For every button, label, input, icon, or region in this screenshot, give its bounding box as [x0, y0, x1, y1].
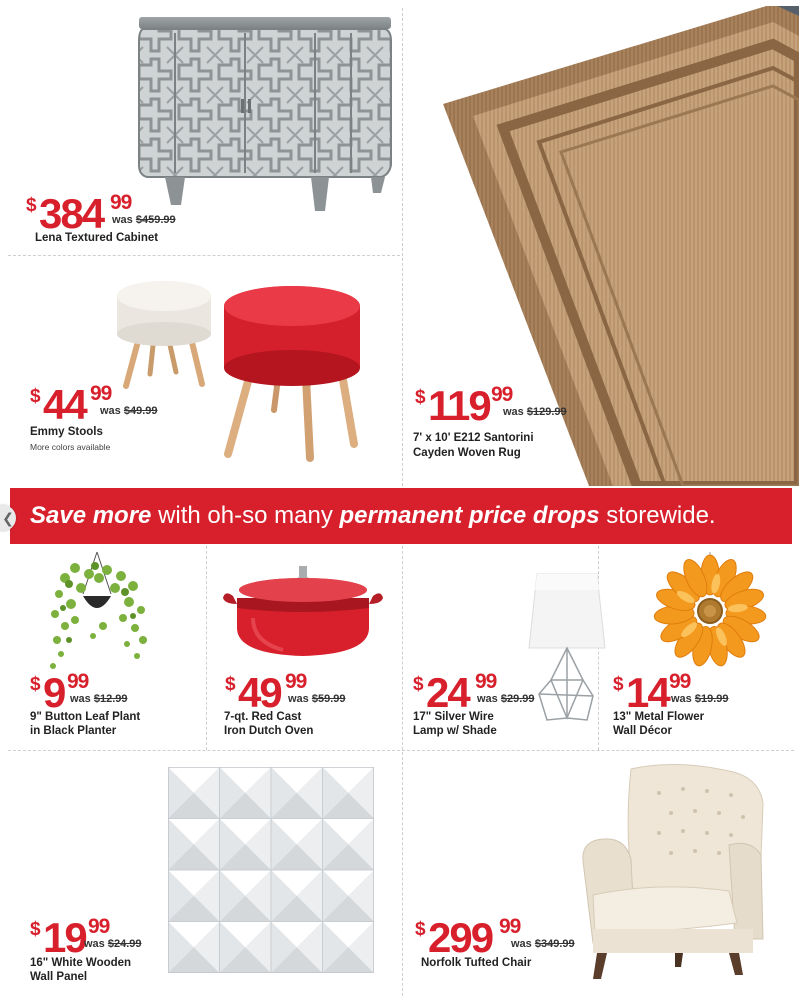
was-price: was $24.99 — [84, 938, 142, 950]
product-metal-flower[interactable]: $ 14 99 was $19.99 13" Metal Flower Wall Décor — [599, 546, 802, 750]
product-name: Emmy Stools — [30, 426, 103, 438]
cabinet-image — [135, 15, 393, 215]
was-price: was $29.99 — [477, 693, 535, 705]
product-chair[interactable]: $ 299 99 was $349.99 Norfolk Tufted Chair — [403, 751, 802, 999]
product-name: in Black Planter — [30, 725, 117, 737]
was-price: was $129.99 — [503, 406, 567, 418]
product-note: More colors available — [30, 442, 111, 452]
was-price: was $12.99 — [70, 693, 128, 705]
was-price: was $459.99 — [112, 214, 176, 226]
product-wall-panel[interactable]: $ 19 99 was $24.99 16" White Wooden Wall Panel — [0, 751, 402, 999]
product-name: Lena Textured Cabinet — [35, 232, 159, 244]
product-name: Wall Panel — [30, 971, 88, 983]
was-price: was $349.99 — [511, 938, 575, 950]
product-name: 17" Silver Wire — [413, 711, 494, 723]
product-plant[interactable]: $ 9 99 was $12.99 9" Button Leaf Plant in Black Planter — [0, 546, 206, 750]
product-name: Wall Décor — [613, 725, 673, 737]
dutch-oven-image — [223, 560, 383, 660]
was-price: was $19.99 — [671, 693, 729, 705]
product-stools[interactable]: $ 44 99 was $49.99 Emmy Stools More colors available — [0, 256, 402, 486]
product-name: 13" Metal Flower — [613, 711, 705, 723]
product-rug[interactable]: $ 119 99 was $129.99 7' x 10' E212 Santorini Cayden Woven Rug — [403, 0, 802, 486]
banner-emphasis: permanent price drops — [339, 502, 600, 529]
product-name: Iron Dutch Oven — [224, 725, 314, 737]
was-price: was $49.99 — [100, 405, 158, 417]
product-lamp[interactable]: $ 24 99 was $29.99 17" Silver Wire Lamp w/ Shade — [403, 546, 598, 750]
product-dutch-oven[interactable]: $ 49 99 was $59.99 7-qt. Red Cast Iron Dutch Oven — [207, 546, 402, 750]
plant-image — [45, 548, 155, 672]
rug-image — [443, 6, 799, 486]
wall-panel-image — [168, 767, 374, 973]
flower-image — [651, 552, 769, 670]
banner-emphasis: Save more — [30, 502, 152, 529]
stools-image — [110, 274, 370, 464]
product-name: Lamp w/ Shade — [413, 725, 497, 737]
product-name: 9" Button Leaf Plant — [30, 711, 141, 723]
product-name: Cayden Woven Rug — [413, 447, 521, 459]
chair-image — [579, 763, 773, 983]
promo-banner: Save more with oh-so many permanent price drops storewide. — [10, 488, 792, 544]
product-name: 7-qt. Red Cast — [224, 711, 302, 723]
product-cabinet[interactable]: $ 384 99 was $459.99 Lena Textured Cabinet — [0, 0, 402, 255]
was-price: was $59.99 — [288, 693, 346, 705]
product-name: Norfolk Tufted Chair — [421, 957, 532, 969]
product-name: 7' x 10' E212 Santorini — [413, 432, 534, 444]
product-name: 16" White Wooden — [30, 957, 132, 969]
chevron-left-icon: ❮ — [2, 510, 14, 526]
